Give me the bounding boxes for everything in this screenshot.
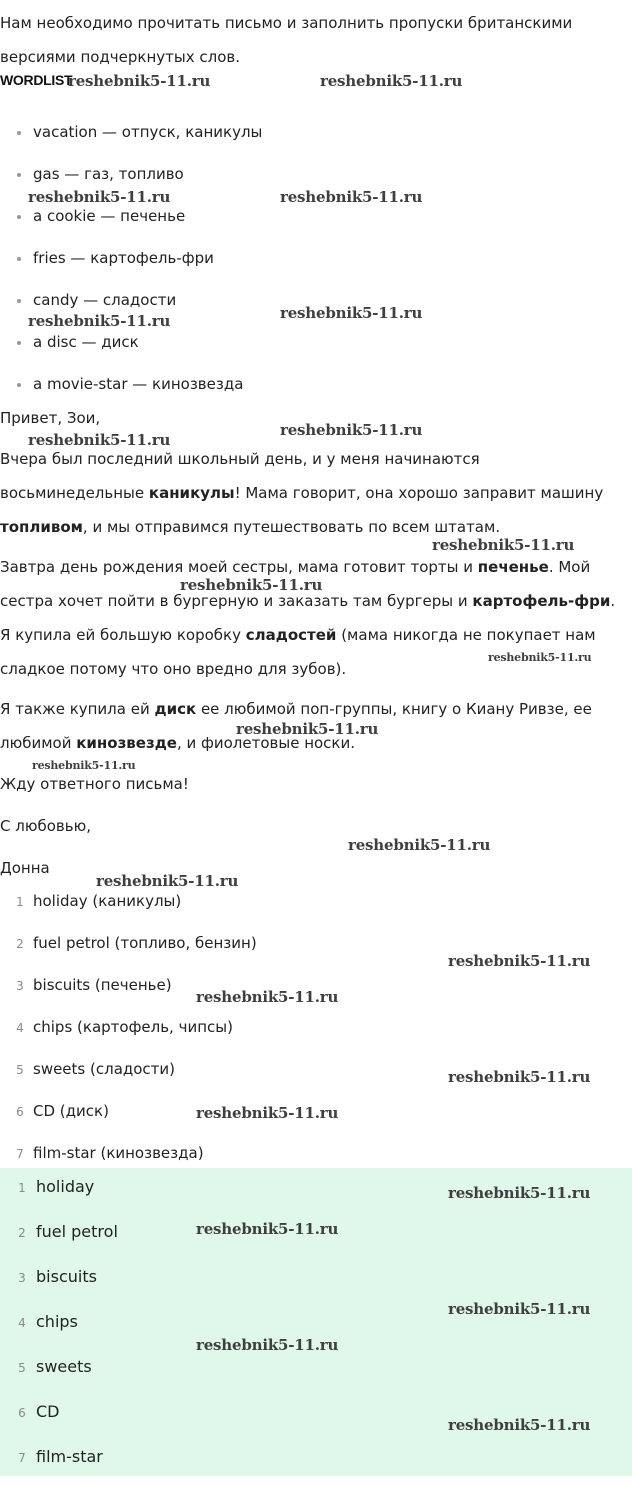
watermark: reshebnik5-11.ru <box>236 720 379 738</box>
bullet-icon <box>17 383 21 387</box>
final-answer-item: film-star <box>36 1447 103 1466</box>
watermark: reshebnik5-11.ru <box>488 651 592 664</box>
watermark: reshebnik5-11.ru <box>448 1416 591 1434</box>
watermark: reshebnik5-11.ru <box>280 421 423 439</box>
highlighted-word: топливом <box>0 518 83 536</box>
watermark: reshebnik5-11.ru <box>448 1068 591 1086</box>
watermark: reshebnik5-11.ru <box>348 836 491 854</box>
bullet-icon <box>17 299 21 303</box>
answer-item: holiday (каникулы) <box>33 892 182 910</box>
highlighted-word: кинозвезде <box>76 734 177 752</box>
watermark: reshebnik5-11.ru <box>448 1300 591 1318</box>
final-answer-item: holiday <box>36 1177 95 1196</box>
watermark: reshebnik5-11.ru <box>28 312 171 330</box>
highlighted-word: сладостей <box>245 626 337 644</box>
answer-item: sweets (сладости) <box>33 1060 176 1078</box>
watermark: reshebnik5-11.ru <box>280 304 423 322</box>
letter-text: ! Мама говорит, она хорошо заправит машину <box>234 484 604 502</box>
letter-closing: Жду ответного письма! <box>0 775 189 793</box>
final-answer-item: sweets <box>36 1357 92 1376</box>
letter-paragraph-2 <box>0 550 626 686</box>
watermark: reshebnik5-11.ru <box>432 536 575 554</box>
watermark: reshebnik5-11.ru <box>196 988 339 1006</box>
answer-number: 4 <box>16 1021 24 1035</box>
watermark: reshebnik5-11.ru <box>448 952 591 970</box>
wordlist-title: WORDLIST <box>0 72 73 88</box>
final-answer-item: chips <box>36 1312 78 1331</box>
letter-text: Вчера был последний школьный день, и у меня начинаются восьминедельные <box>0 450 480 502</box>
final-answer-number: 3 <box>18 1271 26 1285</box>
letter-text: , и мы отправимся путешествовать по всем штатам. <box>82 518 501 536</box>
answer-item: chips (картофель, чипсы) <box>33 1018 233 1036</box>
watermark: reshebnik5-11.ru <box>320 72 463 90</box>
answer-item: film-star (кинозвезда) <box>33 1144 204 1162</box>
bullet-icon <box>17 173 21 177</box>
bullet-icon <box>17 341 21 345</box>
wordlist-item: a movie-star — кинозвезда <box>33 375 244 393</box>
answer-item: fuel petrol (топливо, бензин) <box>33 934 257 952</box>
letter-paragraph-1 <box>0 442 626 544</box>
letter-text: , и фиолетовые носки. <box>176 734 356 752</box>
highlighted-word: каникулы <box>148 484 235 502</box>
answer-number: 2 <box>16 937 24 951</box>
answer-number: 3 <box>16 979 24 993</box>
final-answer-number: 1 <box>18 1181 26 1195</box>
watermark: reshebnik5-11.ru <box>196 1220 339 1238</box>
wordlist-item: vacation — отпуск, каникулы <box>33 123 263 141</box>
letter-greeting: Привет, Зои, <box>0 409 101 427</box>
watermark: reshebnik5-11.ru <box>96 872 239 890</box>
final-answer-item: biscuits <box>36 1267 97 1286</box>
bullet-icon <box>17 215 21 219</box>
final-answer-number: 7 <box>18 1451 26 1465</box>
answer-number: 6 <box>16 1105 24 1119</box>
letter-closing: С любовью, <box>0 817 91 835</box>
final-answer-number: 6 <box>18 1406 26 1420</box>
letter-text: Я также купила ей <box>0 700 155 718</box>
watermark: reshebnik5-11.ru <box>28 431 171 449</box>
answer-number: 1 <box>16 895 24 909</box>
wordlist-item: gas — газ, топливо <box>33 165 184 183</box>
watermark: reshebnik5-11.ru <box>196 1336 339 1354</box>
answer-number: 7 <box>16 1147 24 1161</box>
watermark: reshebnik5-11.ru <box>32 759 136 772</box>
watermark: reshebnik5-11.ru <box>196 1104 339 1122</box>
intro-text: Нам необходимо прочитать письмо и заполнить пропуски британскими версиями подчеркнутых слов. <box>0 14 573 66</box>
highlighted-word: диск <box>154 700 197 718</box>
final-answer-item: CD <box>36 1402 60 1421</box>
letter-text: . Я купила ей большую коробку <box>0 592 616 644</box>
final-answer-number: 2 <box>18 1226 26 1240</box>
highlighted-word: картофель-фри <box>472 592 611 610</box>
watermark: reshebnik5-11.ru <box>68 72 211 90</box>
answer-item: biscuits (печенье) <box>33 976 172 994</box>
final-answer-number: 4 <box>18 1316 26 1330</box>
letter-signature: Донна <box>0 859 50 877</box>
watermark: reshebnik5-11.ru <box>280 188 423 206</box>
answer-item: CD (диск) <box>33 1102 109 1120</box>
wordlist-item: candy — сладости <box>33 291 177 309</box>
watermark: reshebnik5-11.ru <box>448 1184 591 1202</box>
letter-text: . Мой сестра хочет пойти в бургерную и заказать там бургеры и <box>0 558 591 610</box>
bullet-icon <box>17 257 21 261</box>
final-answer-number: 5 <box>18 1361 26 1375</box>
letter-text: (мама никогда не покупает нам сладкое потому что оно вредно для зубов). <box>0 626 596 678</box>
letter-text: ее любимой поп-группы, книгу о Киану Ривзе, ее любимой <box>0 700 592 752</box>
watermark: reshebnik5-11.ru <box>28 188 171 206</box>
answer-number: 5 <box>16 1063 24 1077</box>
wordlist-item: a disc — диск <box>33 333 139 351</box>
final-answer-item: fuel petrol <box>36 1222 118 1241</box>
letter-text: Завтра день рождения моей сестры, мама готовит торты и <box>0 558 478 576</box>
highlighted-word: печенье <box>477 558 549 576</box>
wordlist-item: a cookie — печенье <box>33 207 186 225</box>
watermark: reshebnik5-11.ru <box>180 576 323 594</box>
bullet-icon <box>17 131 21 135</box>
wordlist-item: fries — картофель-фри <box>33 249 214 267</box>
